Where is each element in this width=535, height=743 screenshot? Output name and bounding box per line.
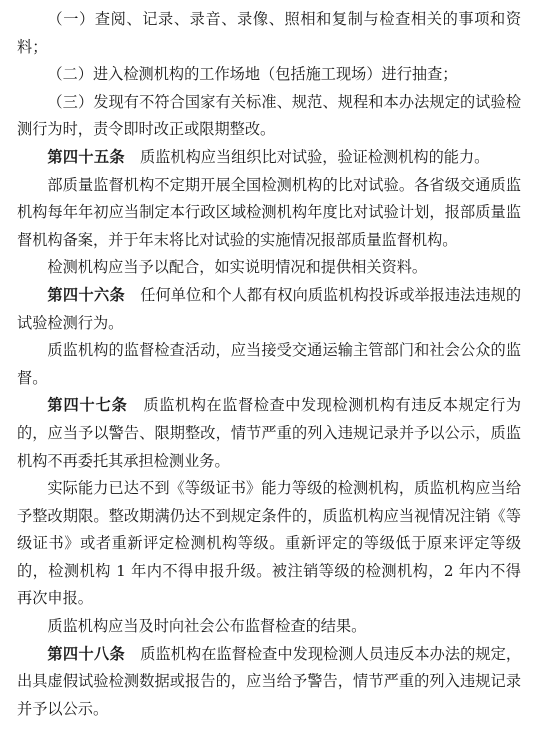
paragraph-comparison-tests bbox=[17, 172, 521, 255]
paragraph-cooperation bbox=[17, 254, 521, 282]
paragraph-item-3-rectification bbox=[17, 89, 521, 144]
article-number: 第四十七条 bbox=[47, 396, 128, 415]
paragraph-text: （三）发现有不符合国家有关标准、规范、规程和本办法规定的试验检测行为时，责令即时改正或限期整改。 bbox=[17, 92, 521, 139]
paragraph-public-supervision bbox=[17, 337, 521, 392]
article-47 bbox=[17, 392, 521, 475]
paragraph-text: （一）查阅、记录、录音、录像、照相和复制与检查相关的事项和资料； bbox=[17, 10, 521, 56]
article-45 bbox=[17, 144, 521, 172]
paragraph-text: 质监机构应当及时向社会公布监督检查的结果。 bbox=[47, 617, 367, 636]
paragraph-text: 质监机构的监督检查活动，应当接受交通运输主管部门和社会公众的监督。 bbox=[17, 341, 521, 387]
article-text: 质监机构在监督检查中发现检测机构有违反本规定行为的，应当予以警告、限期整改，情节严重的列入违规记录并予以公示，质监机构不再委托其承担检测业务。 bbox=[17, 396, 522, 470]
article-text: 任何单位和个人都有权向质监机构投诉或举报违法违规的试验检测行为。 bbox=[17, 285, 522, 332]
article-text: 质监机构应当组织比对试验，验证检测机构的能力。 bbox=[140, 147, 490, 166]
paragraph-publish-results bbox=[17, 613, 521, 641]
paragraph-capability-rectification bbox=[17, 475, 521, 613]
paragraph-text: 部质量监督机构不定期开展全国检测机构的比对试验。各省级交通质监机构每年年初应当制定本行政区域检测机构年度比对试验计划，报部质量监督机构备案，并于年末将比对试验的实施情况报部质量监督机构。 bbox=[17, 175, 521, 249]
article-46 bbox=[17, 282, 521, 337]
article-48 bbox=[17, 641, 521, 724]
paragraph-text: （二）进入检测机构的工作场地（包括施工现场）进行抽查； bbox=[47, 65, 458, 84]
article-text: 质监机构在监督检查中发现检测人员违反本办法的规定，出具虚假试验检测数据或报告的，应当给予警告，情节严重的列入违规记录并予以公示。 bbox=[17, 644, 522, 718]
paragraph-text: 实际能力已达不到《等级证书》能力等级的检测机构，质监机构应当给予整改期限。整改期满仍达不到规定条件的，质监机构应当视情况注销《等级证书》或者重新评定检测机构等级。重新评定的等级低于原来评定等级的，检测机构 1 年内不得申报升级。被注销等级的检测机构，2 年内不得再次申报。 bbox=[17, 479, 521, 608]
article-number: 第四十八条 bbox=[47, 644, 126, 663]
paragraph-text: 检测机构应当予以配合，如实说明情况和提供相关资料。 bbox=[47, 258, 428, 277]
paragraph-item-1-records bbox=[17, 6, 521, 61]
article-number: 第四十五条 bbox=[47, 147, 125, 166]
article-number: 第四十六条 bbox=[47, 285, 126, 304]
paragraph-item-2-site-inspection bbox=[17, 61, 521, 89]
